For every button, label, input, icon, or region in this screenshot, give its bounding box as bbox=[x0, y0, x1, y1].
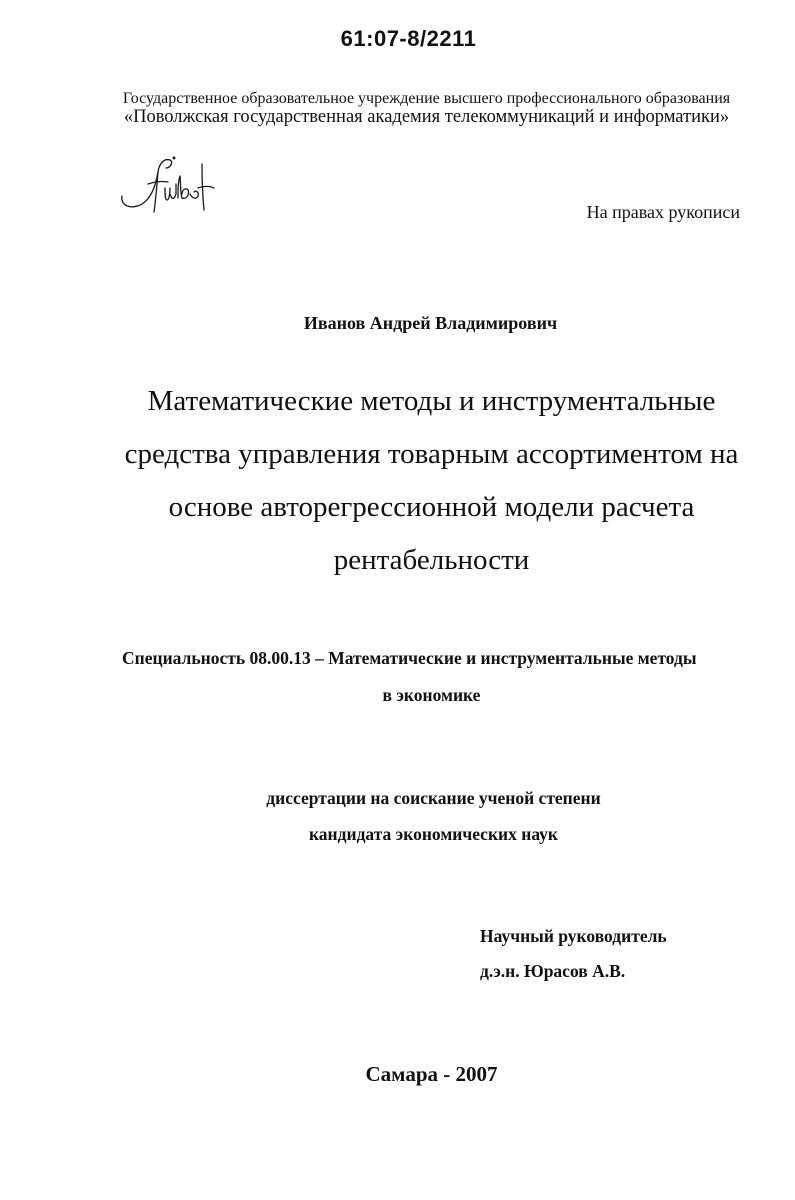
specialty-line-1: Специальность 08.00.13 – Математические и инструментальные методы bbox=[122, 648, 697, 668]
title-line: рентабельности bbox=[333, 544, 530, 576]
degree-line-2: кандидата экономических наук bbox=[308, 824, 559, 844]
supervisor-label: Научный руководитель bbox=[480, 926, 667, 946]
handwritten-signature-icon bbox=[118, 154, 223, 216]
specialty-line-2: в экономике bbox=[382, 685, 481, 705]
title-line: средства управления товарным ассортиментом на bbox=[124, 438, 739, 470]
title-line: основе авторегрессионной модели расчета bbox=[168, 491, 695, 523]
dissertation-title bbox=[0, 375, 795, 587]
author-name: Иванов Андрей Владимирович bbox=[303, 313, 558, 333]
city-year: Самара - 2007 bbox=[365, 1062, 498, 1086]
title-line: Математические методы и инструментальные bbox=[147, 385, 716, 417]
institution-line-1: Государственное образовательное учреждение высшего профессионального образования bbox=[122, 90, 731, 107]
archive-stamp-code: 61:07-8/2211 bbox=[340, 26, 477, 51]
institution-line-2: «Поволжская государственная академия телекоммуникаций и информатики» bbox=[123, 107, 730, 127]
manuscript-rights-note: На правах рукописи bbox=[586, 202, 740, 222]
degree-line-1: диссертации на соискание ученой степени bbox=[266, 788, 601, 808]
supervisor-name: д.э.н. Юрасов А.В. bbox=[480, 961, 626, 981]
